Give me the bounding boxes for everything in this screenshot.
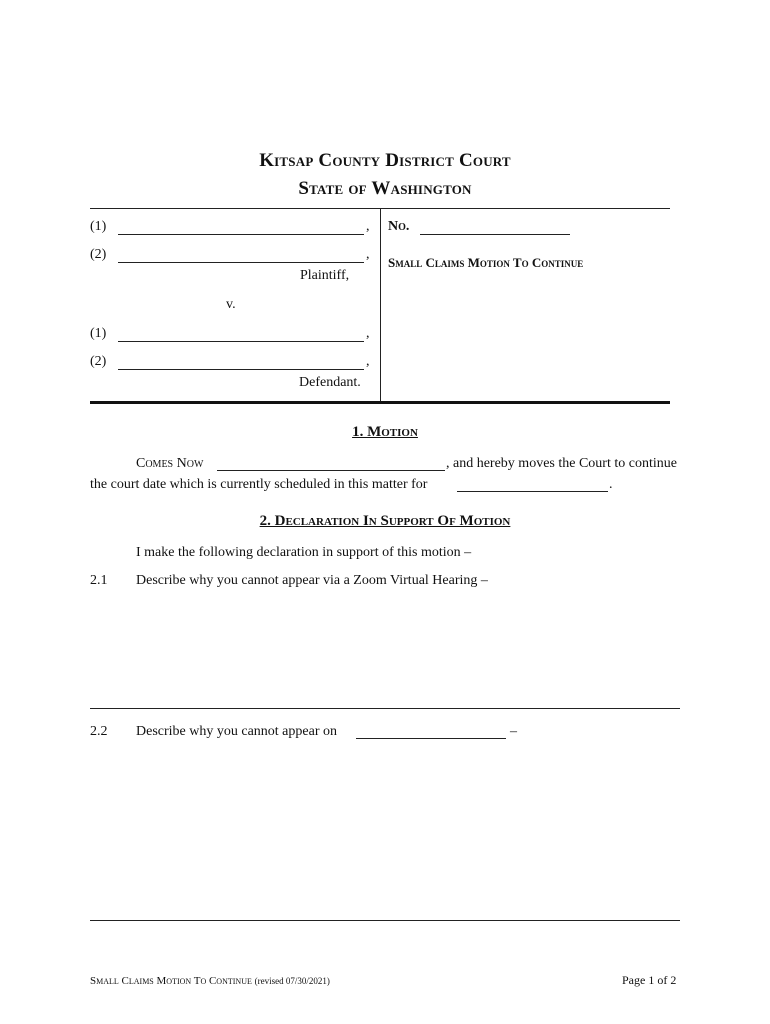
defendant-1-comma: , [366,326,370,341]
section-2-heading: 2. Declaration In Support Of Motion [259,513,511,529]
document-title: Small Claims Motion To Continue [388,255,584,270]
versus-label: v. [226,297,236,312]
plaintiff-2-number: (2) [90,247,107,262]
plaintiff-1-comma: , [366,219,370,234]
case-number-label: No. [388,219,410,234]
defendant-2-number: (2) [90,354,107,369]
motion-line-1 [136,456,203,472]
footer-form-name [90,975,330,987]
item-2-2-number: 2.2 [90,724,108,739]
plaintiff-2-comma: , [366,247,370,262]
comes-now-label: Comes Now [136,456,204,471]
motion-text-a: , and hereby moves the Court to continue [446,456,677,471]
caption-divider [380,209,381,401]
item-2-2-rule [90,920,680,921]
declaration-intro: I make the following declaration in support of this motion – [136,545,472,560]
state-name: State of Washington [298,178,472,199]
caption-bottom-rule [90,401,670,404]
moving-party-field[interactable] [217,470,445,471]
plaintiff-1-field[interactable] [118,234,364,235]
plaintiff-label: Plaintiff, [300,268,350,283]
footer-revised: (revised 07/30/2021) [254,976,330,986]
defendant-1-field[interactable] [118,341,364,342]
item-2-2-answer-area[interactable] [90,745,680,920]
plaintiff-1-number: (1) [90,219,107,234]
item-2-1-rule [90,708,680,709]
plaintiff-2-field[interactable] [118,262,364,263]
defendant-2-field[interactable] [118,369,364,370]
scheduled-date-field[interactable] [457,491,608,492]
footer-page-number: Page 1 of 2 [622,973,677,987]
item-2-1-answer-area[interactable] [90,590,680,708]
item-2-2-text: Describe why you cannot appear on [136,724,337,739]
motion-period: . [609,477,613,492]
defendant-label: Defendant. [299,375,361,390]
defendant-1-number: (1) [90,326,107,341]
item-2-2-date-field[interactable] [356,738,506,739]
item-2-1-number: 2.1 [90,573,108,588]
item-2-2-dash: – [510,724,517,739]
item-2-1-text: Describe why you cannot appear via a Zoom Virtual Hearing – [136,573,488,588]
defendant-2-comma: , [366,354,370,369]
footer-form-title: Small Claims Motion To Continue [90,975,252,987]
section-1-heading: 1. Motion [352,424,418,440]
case-number-field[interactable] [420,234,570,235]
court-name: Kitsap County District Court [259,150,511,171]
motion-text-b: the court date which is currently scheduled in this matter for [90,477,428,492]
